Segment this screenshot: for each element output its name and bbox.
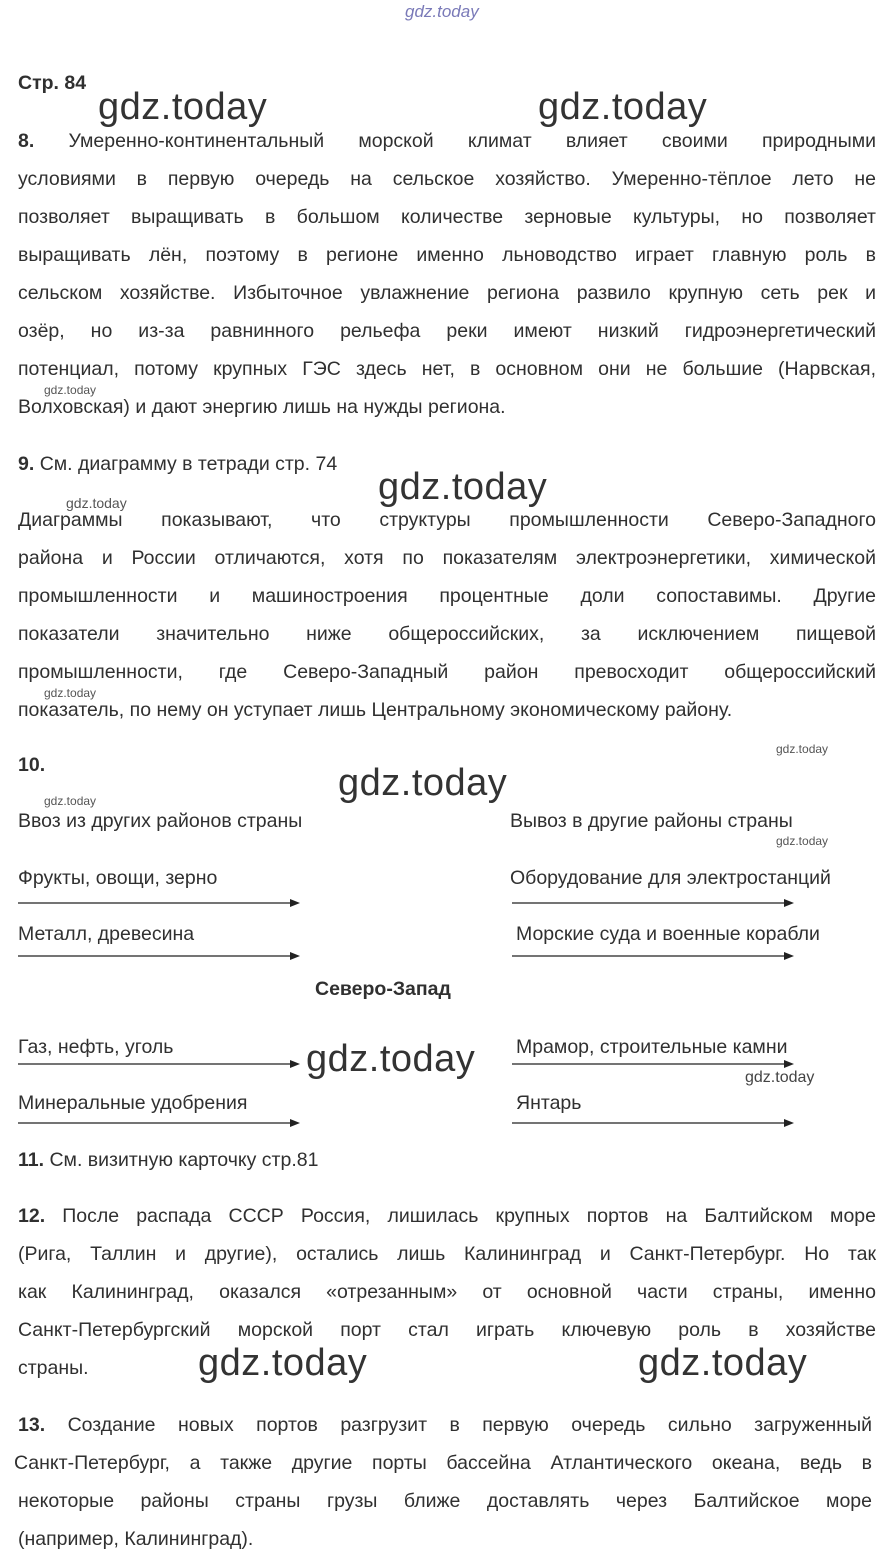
watermark-big: gdz.today — [98, 86, 268, 128]
q8-line: сельском хозяйстве. Избыточное увлажнение региона развило крупную сеть рек и — [18, 282, 876, 304]
import-item: Металл, древесина — [18, 923, 195, 945]
q13-text: Создание новых портов разгрузит в первую очередь сильно загруженный — [67, 1414, 872, 1436]
q9-line: района и России отличаются, хотя по показателям электроэнергетики, химической — [18, 547, 876, 569]
import-arrow — [18, 1117, 300, 1129]
watermark-top[interactable]: gdz.today — [405, 2, 479, 21]
import-item: Газ, нефть, уголь — [18, 1036, 174, 1058]
import-header: Ввоз из других районов страны — [18, 810, 303, 832]
q12-text: После распада СССР Россия, лишилась крупных портов на Балтийском море — [62, 1205, 877, 1227]
q8-line: Волховская) и дают энергию лишь на нужды региона. — [18, 396, 506, 418]
import-item: Фрукты, овощи, зерно — [18, 867, 218, 889]
watermark-big: gdz.today — [538, 86, 708, 128]
q13-line: некоторые районы страны грузы ближе доставлять через Балтийское море — [18, 1490, 872, 1512]
q8-line: потенциал, потому крупных ГЭС здесь нет, в основном они не большие (Нарвская, — [18, 358, 876, 380]
q12-number: 12. — [18, 1205, 46, 1227]
q8-line: условиями в первую очередь на сельское хозяйство. Умеренно-тёплое лето не — [18, 168, 876, 190]
q8-text: Умеренно-континентальный морской климат влияет своими природными — [68, 130, 877, 152]
q9-line: показатель, по нему он уступает лишь Центральному экономическому району. — [18, 699, 733, 721]
q9-line: промышленности и машиностроения процентные доли сопоставимы. Другие — [18, 585, 876, 607]
watermark-big: gdz.today — [378, 466, 548, 508]
watermark-big: gdz.today — [306, 1038, 476, 1080]
page-label: Стр. 84 — [18, 72, 87, 94]
export-item: Мрамор, строительные камни — [516, 1036, 788, 1058]
q12-line: (Рига, Таллин и другие), остались лишь Калининград и Санкт-Петербург. Но так — [18, 1243, 876, 1265]
export-arrow — [512, 950, 794, 962]
q13-number: 13. — [18, 1414, 46, 1436]
q12-line: страны. — [18, 1357, 89, 1379]
watermark-small: gdz.today — [44, 794, 97, 808]
q8-line: озёр, но из-за равнинного рельефа реки имеют низкий гидроэнергетический — [18, 320, 876, 342]
q12-line: как Калининград, оказался «отрезанным» от основной части страны, именно — [18, 1281, 876, 1303]
import-arrow — [18, 897, 300, 909]
watermark-small: gdz.today — [776, 834, 829, 848]
q13-line: (например, Калининград). — [18, 1528, 254, 1550]
q11-number: 11. — [18, 1149, 45, 1171]
q9-line: показатели значительно ниже общероссийских, за исключением пищевой — [18, 623, 876, 645]
q12-line — [18, 1204, 876, 1228]
q9-number: 9. — [18, 453, 35, 475]
q9-line: промышленности, где Северо-Западный район превосходит общероссийский — [18, 661, 876, 683]
watermark-big: gdz.today — [638, 1342, 808, 1384]
watermark-small: gdz.today — [745, 1069, 815, 1086]
q13-line: Санкт-Петербург, а также другие порты бассейна Атлантического океана, ведь в — [14, 1452, 872, 1474]
watermark-big: gdz.today — [338, 762, 508, 804]
import-item: Минеральные удобрения — [18, 1092, 248, 1114]
export-item: Оборудование для электростанций — [510, 867, 831, 889]
region-center-label: Северо-Запад — [315, 978, 451, 1000]
watermark-small: gdz.today — [776, 742, 829, 756]
watermark-small: gdz.today — [44, 686, 97, 700]
q10-number: 10. — [18, 754, 46, 776]
watermark-big: gdz.today — [198, 1342, 368, 1384]
q8-line: позволяет выращивать в большом количестве зерновые культуры, но позволяет — [18, 206, 876, 228]
q13-line — [18, 1413, 872, 1437]
q11-text: См. визитную карточку стр.81 — [49, 1149, 319, 1171]
import-arrow — [18, 1058, 300, 1070]
export-item: Янтарь — [516, 1092, 582, 1114]
q8-number: 8. — [18, 130, 35, 152]
export-arrow — [512, 897, 794, 909]
watermark-small: gdz.today — [44, 383, 97, 397]
export-arrow — [512, 1117, 794, 1129]
q9-heading-text: См. диаграмму в тетради стр. 74 — [39, 453, 338, 475]
q8-line — [18, 129, 876, 153]
q12-line: Санкт-Петербургский морской порт стал играть ключевую роль в хозяйстве — [18, 1319, 876, 1341]
import-arrow — [18, 950, 300, 962]
export-item: Морские суда и военные корабли — [516, 923, 820, 945]
watermark-small: gdz.today — [66, 495, 127, 511]
q11-line — [18, 1148, 876, 1172]
export-header: Вывоз в другие районы страны — [510, 810, 793, 832]
q9-line: Диаграммы показывают, что структуры промышленности Северо-Западного — [18, 509, 876, 531]
q8-line: выращивать лён, поэтому в регионе именно льноводство играет главную роль в — [18, 244, 876, 266]
